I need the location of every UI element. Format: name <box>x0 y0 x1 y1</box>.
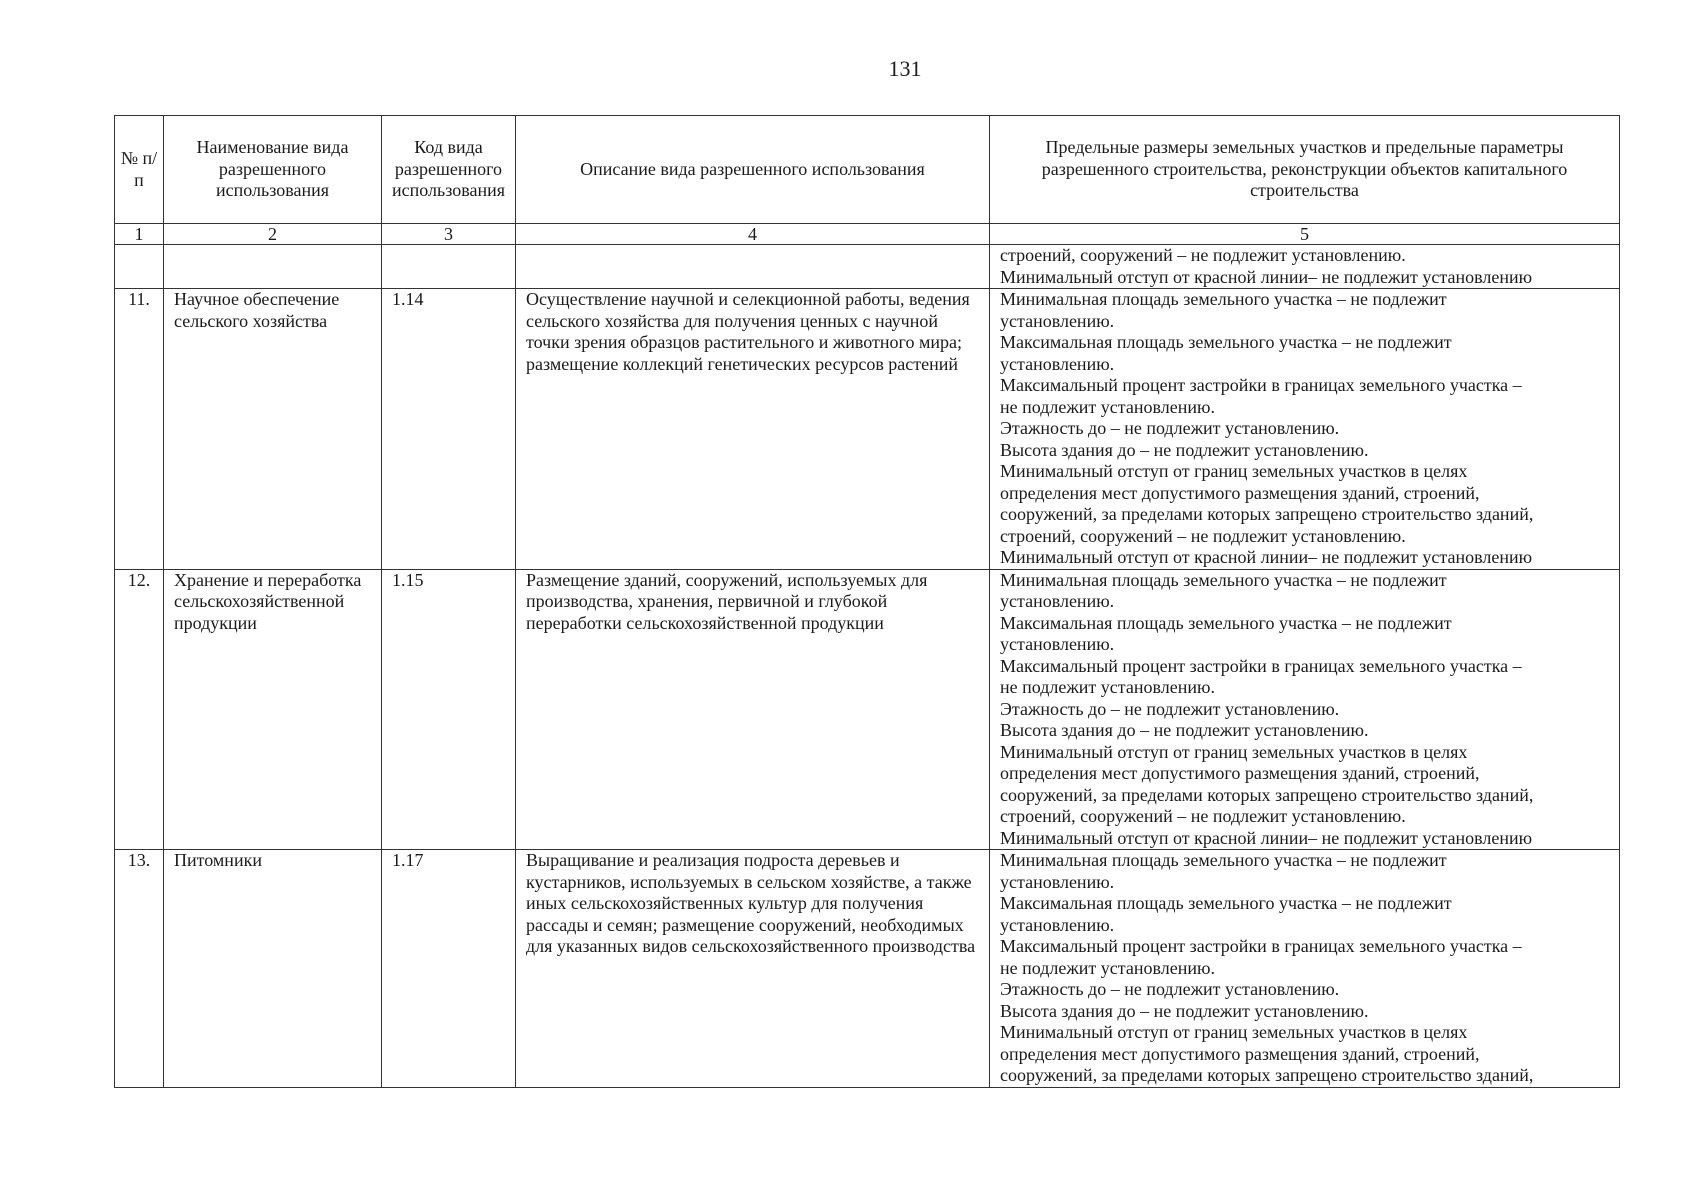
params-line: установлению. <box>1000 353 1115 374</box>
params-line: Минимальный отступ от границ земельных участков в целях <box>1000 741 1468 762</box>
params-cell <box>990 850 1620 1088</box>
params-line: строений, сооружений – не подлежит установлению. <box>1000 525 1406 546</box>
params-line: определения мест допустимого размещения зданий, строений, <box>1000 763 1480 783</box>
column-number: 4 <box>516 224 990 245</box>
row-number-cell: 12. <box>115 569 164 850</box>
params-line: сооружений, за пределами которых запрещено строительство зданий, <box>1000 504 1534 524</box>
params-line: строений, сооружений – не подлежит установлению. <box>1000 806 1406 826</box>
params-line: установлению. <box>1000 871 1115 892</box>
params-line: установлению. <box>1000 914 1115 935</box>
header-description: Описание вида разрешенного использования <box>516 116 990 224</box>
params-cell <box>990 569 1620 850</box>
params-line: Этажность до – не подлежит установлению. <box>1000 698 1340 719</box>
table-header-row <box>115 116 1620 224</box>
header-params: Предельные размеры земельных участков и предельные параметры разрешенного строительства, реконструкции объектов капитального строительства <box>990 116 1620 224</box>
row-number-cell: 13. <box>115 850 164 1088</box>
params-line: не подлежит установлению. <box>1000 957 1215 978</box>
params-line: сооружений, за пределами которых запрещено строительство зданий, <box>1000 784 1534 805</box>
use-name-cell: Хранение и переработка сельскохозяйственной продукции <box>164 569 382 850</box>
params-line: Минимальная площадь земельного участка – не подлежит <box>1000 569 1447 590</box>
header-code: Код вида разрешенного использования <box>382 116 516 224</box>
params-line: Максимальный процент застройки в границах земельного участка – <box>1000 655 1522 676</box>
params-line: не подлежит установлению. <box>1000 677 1215 697</box>
params-line: Этажность до – не подлежит установлению. <box>1000 979 1340 999</box>
use-description-cell: Осуществление научной и селекционной работы, ведения сельского хозяйства для получения ценных с научной точки зрения образцов растительного и животного мира; размещение коллекций генетических ресурсов растений <box>516 289 990 570</box>
params-line: Минимальный отступ от красной линии– не подлежит установлению <box>1000 547 1533 567</box>
params-line: Высота здания до – не подлежит установлению. <box>1000 1000 1369 1021</box>
table-row <box>115 850 1620 1088</box>
params-line: Высота здания до – не подлежит установлению. <box>1000 439 1369 460</box>
row-number-cell: 11. <box>115 289 164 570</box>
params-line: Минимальная площадь земельного участка – не подлежит <box>1000 289 1447 309</box>
continuation-params-cell <box>990 245 1620 289</box>
table-row <box>115 569 1620 850</box>
continuation-row <box>115 245 1620 289</box>
column-number: 5 <box>990 224 1620 245</box>
params-line: Максимальная площадь земельного участка – не подлежит <box>1000 612 1452 633</box>
column-number: 1 <box>115 224 164 245</box>
params-line: Высота здания до – не подлежит установлению. <box>1000 720 1369 740</box>
params-line: Минимальный отступ от красной линии– не подлежит установлению <box>1000 827 1533 848</box>
use-code-cell: 1.14 <box>382 289 516 570</box>
params-line: Максимальный процент застройки в границах земельного участка – <box>1000 375 1522 395</box>
params-line: установлению. <box>1000 310 1115 331</box>
params-line: определения мест допустимого размещения зданий, строений, <box>1000 482 1480 503</box>
params-line: Минимальная площадь земельного участка – не подлежит <box>1000 850 1447 870</box>
params-line: Этажность до – не подлежит установлению. <box>1000 418 1340 438</box>
cell-empty <box>516 245 990 289</box>
use-code-cell: 1.15 <box>382 569 516 850</box>
cell-empty <box>382 245 516 289</box>
params-line: строений, сооружений – не подлежит установлению. <box>1000 245 1406 265</box>
use-description-cell: Размещение зданий, сооружений, используемых для производства, хранения, первичной и глубокой переработки сельскохозяйственной продукции <box>516 569 990 850</box>
cell-empty <box>115 245 164 289</box>
params-line: сооружений, за пределами которых запрещено строительство зданий, <box>1000 1065 1534 1085</box>
params-line: Максимальная площадь земельного участка – не подлежит <box>1000 893 1452 913</box>
use-name-cell: Питомники <box>164 850 382 1088</box>
page-number: 131 <box>888 56 922 81</box>
cell-empty <box>164 245 382 289</box>
column-number: 2 <box>164 224 382 245</box>
table-row <box>115 289 1620 570</box>
params-line: Максимальный процент застройки в границах земельного участка – <box>1000 936 1522 956</box>
params-line: не подлежит установлению. <box>1000 396 1215 417</box>
params-line: Максимальная площадь земельного участка – не подлежит <box>1000 332 1452 352</box>
params-line: Минимальный отступ от границ земельных участков в целях <box>1000 461 1468 481</box>
use-name-cell: Научное обеспечение сельского хозяйства <box>164 289 382 570</box>
use-description-cell: Выращивание и реализация подроста деревьев и кустарников, используемых в сельском хозяйстве, а также иных сельскохозяйственных культур для получения рассады и семян; размещение сооружений, необходимых для указанных видов сельскохозяйственного производства <box>516 850 990 1088</box>
params-line: установлению. <box>1000 634 1115 654</box>
params-line: Минимальный отступ от границ земельных участков в целях <box>1000 1022 1468 1042</box>
params-line: установлению. <box>1000 591 1115 611</box>
land-use-table <box>114 115 1620 1088</box>
column-number-row <box>115 224 1620 245</box>
column-number: 3 <box>382 224 516 245</box>
use-code-cell: 1.17 <box>382 850 516 1088</box>
params-cell <box>990 289 1620 570</box>
header-num: № п/п <box>115 116 164 224</box>
header-name: Наименование вида разрешенного использования <box>164 116 382 224</box>
params-line: Минимальный отступ от красной линии– не подлежит установлению <box>1000 266 1533 287</box>
params-line: определения мест допустимого размещения зданий, строений, <box>1000 1043 1480 1064</box>
